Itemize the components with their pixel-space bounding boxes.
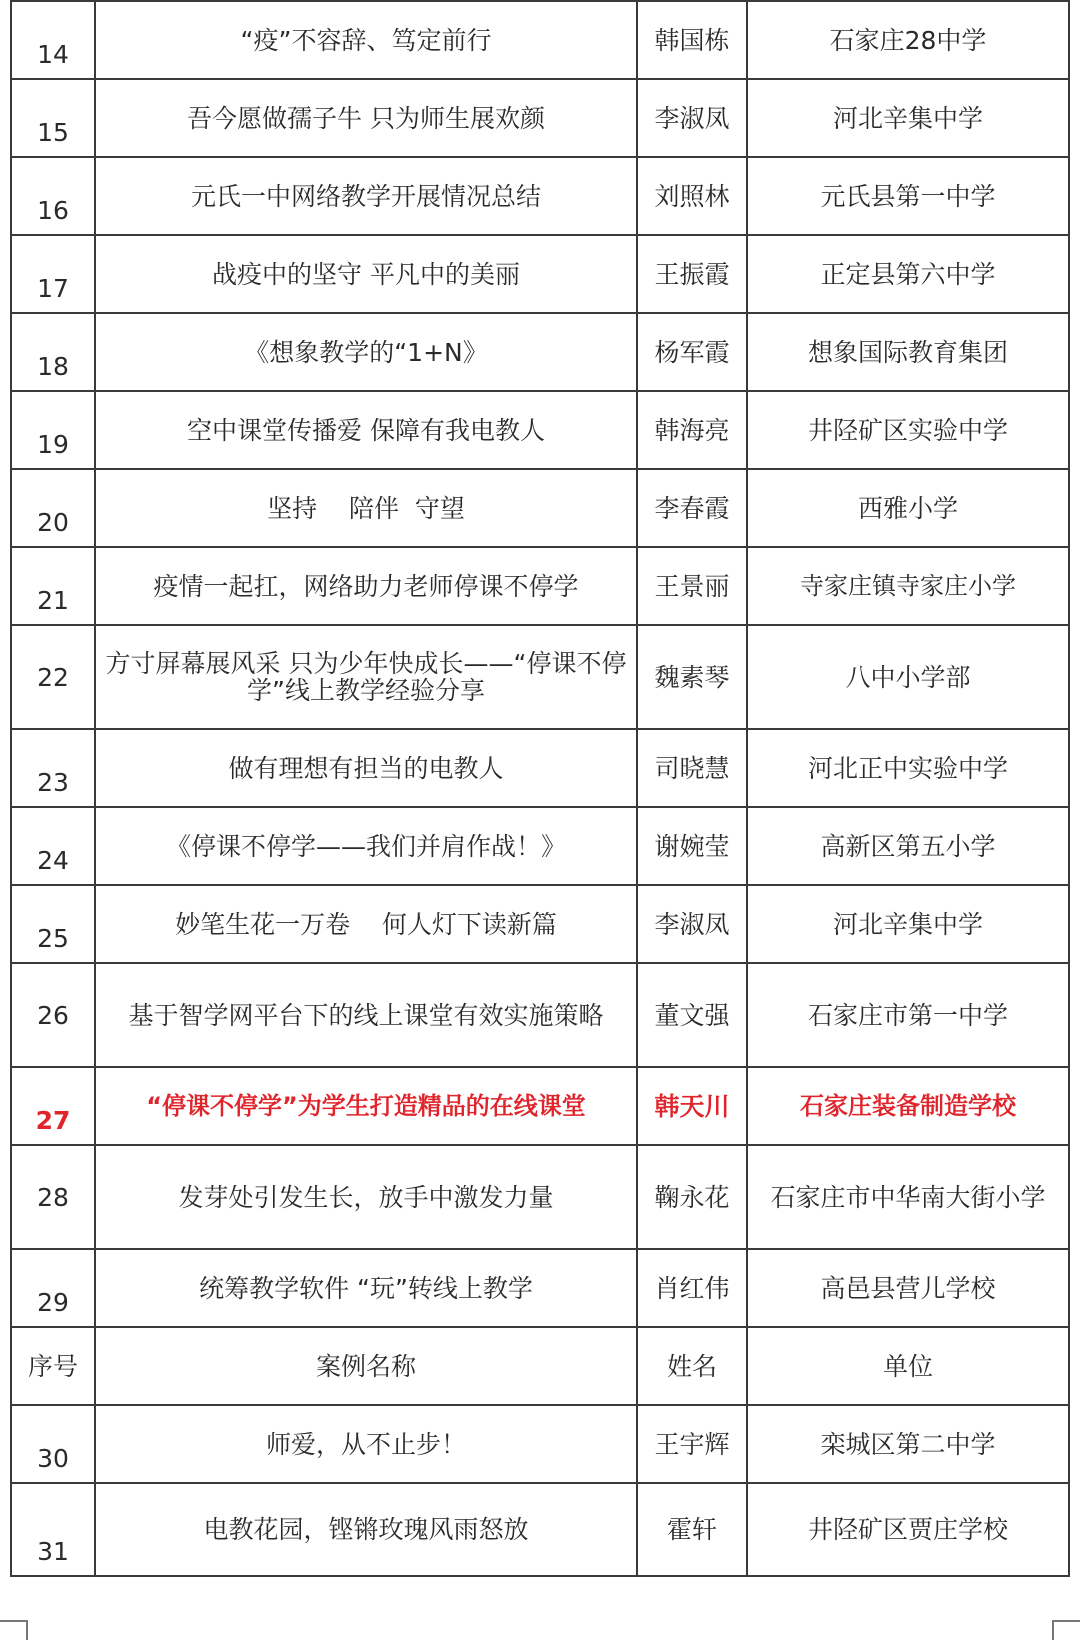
row-number: 24 <box>11 807 95 885</box>
table-row <box>11 79 1069 157</box>
table-row <box>11 469 1069 547</box>
row-number: 15 <box>11 79 95 157</box>
row-number: 23 <box>11 729 95 807</box>
author-name: 杨军霞 <box>637 313 747 391</box>
case-title: 发芽处引发生长，放手中激发力量 <box>95 1145 637 1249</box>
unit-name: 河北辛集中学 <box>747 885 1069 963</box>
row-number: 30 <box>11 1405 95 1483</box>
case-title: 基于智学网平台下的线上课堂有效实施策略 <box>95 963 637 1067</box>
row-number: 16 <box>11 157 95 235</box>
unit-name: 栾城区第二中学 <box>747 1405 1069 1483</box>
row-number: 22 <box>11 625 95 729</box>
table-row <box>11 547 1069 625</box>
unit-name: 八中小学部 <box>747 625 1069 729</box>
row-number: 28 <box>11 1145 95 1249</box>
row-number: 14 <box>11 1 95 79</box>
table-row <box>11 625 1069 729</box>
case-title: 做有理想有担当的电教人 <box>95 729 637 807</box>
case-title: 疫情一起扛，网络助力老师停课不停学 <box>95 547 637 625</box>
author-name: 李淑凤 <box>637 79 747 157</box>
unit-name: 石家庄28中学 <box>747 1 1069 79</box>
case-title: 《停课不停学——我们并肩作战！》 <box>95 807 637 885</box>
unit-name: 正定县第六中学 <box>747 235 1069 313</box>
crop-mark-left <box>0 1620 28 1640</box>
unit-name: 石家庄市第一中学 <box>747 963 1069 1067</box>
author-name: 李淑凤 <box>637 885 747 963</box>
author-name: 王景丽 <box>637 547 747 625</box>
unit-name: 高邑县营儿学校 <box>747 1249 1069 1327</box>
case-table <box>10 0 1070 1577</box>
author-name: 刘照林 <box>637 157 747 235</box>
case-title: 方寸屏幕展风采 只为少年快成长——“停课不停学”线上教学经验分享 <box>95 625 637 729</box>
header-number: 序号 <box>11 1327 95 1405</box>
unit-name: 想象国际教育集团 <box>747 313 1069 391</box>
unit-name: 寺家庄镇寺家庄小学 <box>747 547 1069 625</box>
table-row <box>11 885 1069 963</box>
case-title: 妙笔生花一万卷 何人灯下读新篇 <box>95 885 637 963</box>
author-name: 董文强 <box>637 963 747 1067</box>
unit-name: 井陉矿区实验中学 <box>747 391 1069 469</box>
author-name: 魏素琴 <box>637 625 747 729</box>
table-row <box>11 1249 1069 1327</box>
table-row <box>11 807 1069 885</box>
case-title: “疫”不容辞、笃定前行 <box>95 1 637 79</box>
table-row <box>11 157 1069 235</box>
author-name: 鞠永花 <box>637 1145 747 1249</box>
case-title: 空中课堂传播爱 保障有我电教人 <box>95 391 637 469</box>
case-title: 元氏一中网络教学开展情况总结 <box>95 157 637 235</box>
unit-name: 西雅小学 <box>747 469 1069 547</box>
row-number: 29 <box>11 1249 95 1327</box>
row-number: 18 <box>11 313 95 391</box>
row-number: 21 <box>11 547 95 625</box>
case-title: 电教花园，铿锵玫瑰风雨怒放 <box>95 1483 637 1576</box>
case-title: 《想象教学的“1+N》 <box>95 313 637 391</box>
table-row <box>11 391 1069 469</box>
table-row <box>11 1405 1069 1483</box>
case-title: “停课不停学”为学生打造精品的在线课堂 <box>95 1067 637 1145</box>
case-title: 师爱，从不止步！ <box>95 1405 637 1483</box>
author-name: 韩天川 <box>637 1067 747 1145</box>
row-number: 17 <box>11 235 95 313</box>
author-name: 李春霞 <box>637 469 747 547</box>
unit-name: 石家庄装备制造学校 <box>747 1067 1069 1145</box>
row-number: 27 <box>11 1067 95 1145</box>
unit-name: 河北辛集中学 <box>747 79 1069 157</box>
author-name: 韩海亮 <box>637 391 747 469</box>
row-number: 31 <box>11 1483 95 1576</box>
author-name: 韩国栋 <box>637 1 747 79</box>
author-name: 谢婉莹 <box>637 807 747 885</box>
case-title: 统筹教学软件 “玩”转线上教学 <box>95 1249 637 1327</box>
crop-mark-right <box>1052 1620 1080 1640</box>
header-case-title: 案例名称 <box>95 1327 637 1405</box>
author-name: 霍轩 <box>637 1483 747 1576</box>
row-number: 20 <box>11 469 95 547</box>
table-row <box>11 235 1069 313</box>
unit-name: 高新区第五小学 <box>747 807 1069 885</box>
table-row <box>11 1145 1069 1249</box>
case-title: 吾今愿做孺子牛 只为师生展欢颜 <box>95 79 637 157</box>
unit-name: 石家庄市中华南大街小学 <box>747 1145 1069 1249</box>
table-row <box>11 1483 1069 1576</box>
unit-name: 河北正中实验中学 <box>747 729 1069 807</box>
author-name: 司晓慧 <box>637 729 747 807</box>
row-number: 26 <box>11 963 95 1067</box>
table-row <box>11 1 1069 79</box>
row-number: 25 <box>11 885 95 963</box>
author-name: 肖红伟 <box>637 1249 747 1327</box>
table-header-row <box>11 1327 1069 1405</box>
header-unit: 单位 <box>747 1327 1069 1405</box>
unit-name: 井陉矿区贾庄学校 <box>747 1483 1069 1576</box>
table-row <box>11 963 1069 1067</box>
row-number: 19 <box>11 391 95 469</box>
table-row <box>11 313 1069 391</box>
header-author-name: 姓名 <box>637 1327 747 1405</box>
author-name: 王振霞 <box>637 235 747 313</box>
unit-name: 元氏县第一中学 <box>747 157 1069 235</box>
table-row-highlighted <box>11 1067 1069 1145</box>
table-row <box>11 729 1069 807</box>
case-title: 坚持 陪伴 守望 <box>95 469 637 547</box>
case-title: 战疫中的坚守 平凡中的美丽 <box>95 235 637 313</box>
author-name: 王宇辉 <box>637 1405 747 1483</box>
